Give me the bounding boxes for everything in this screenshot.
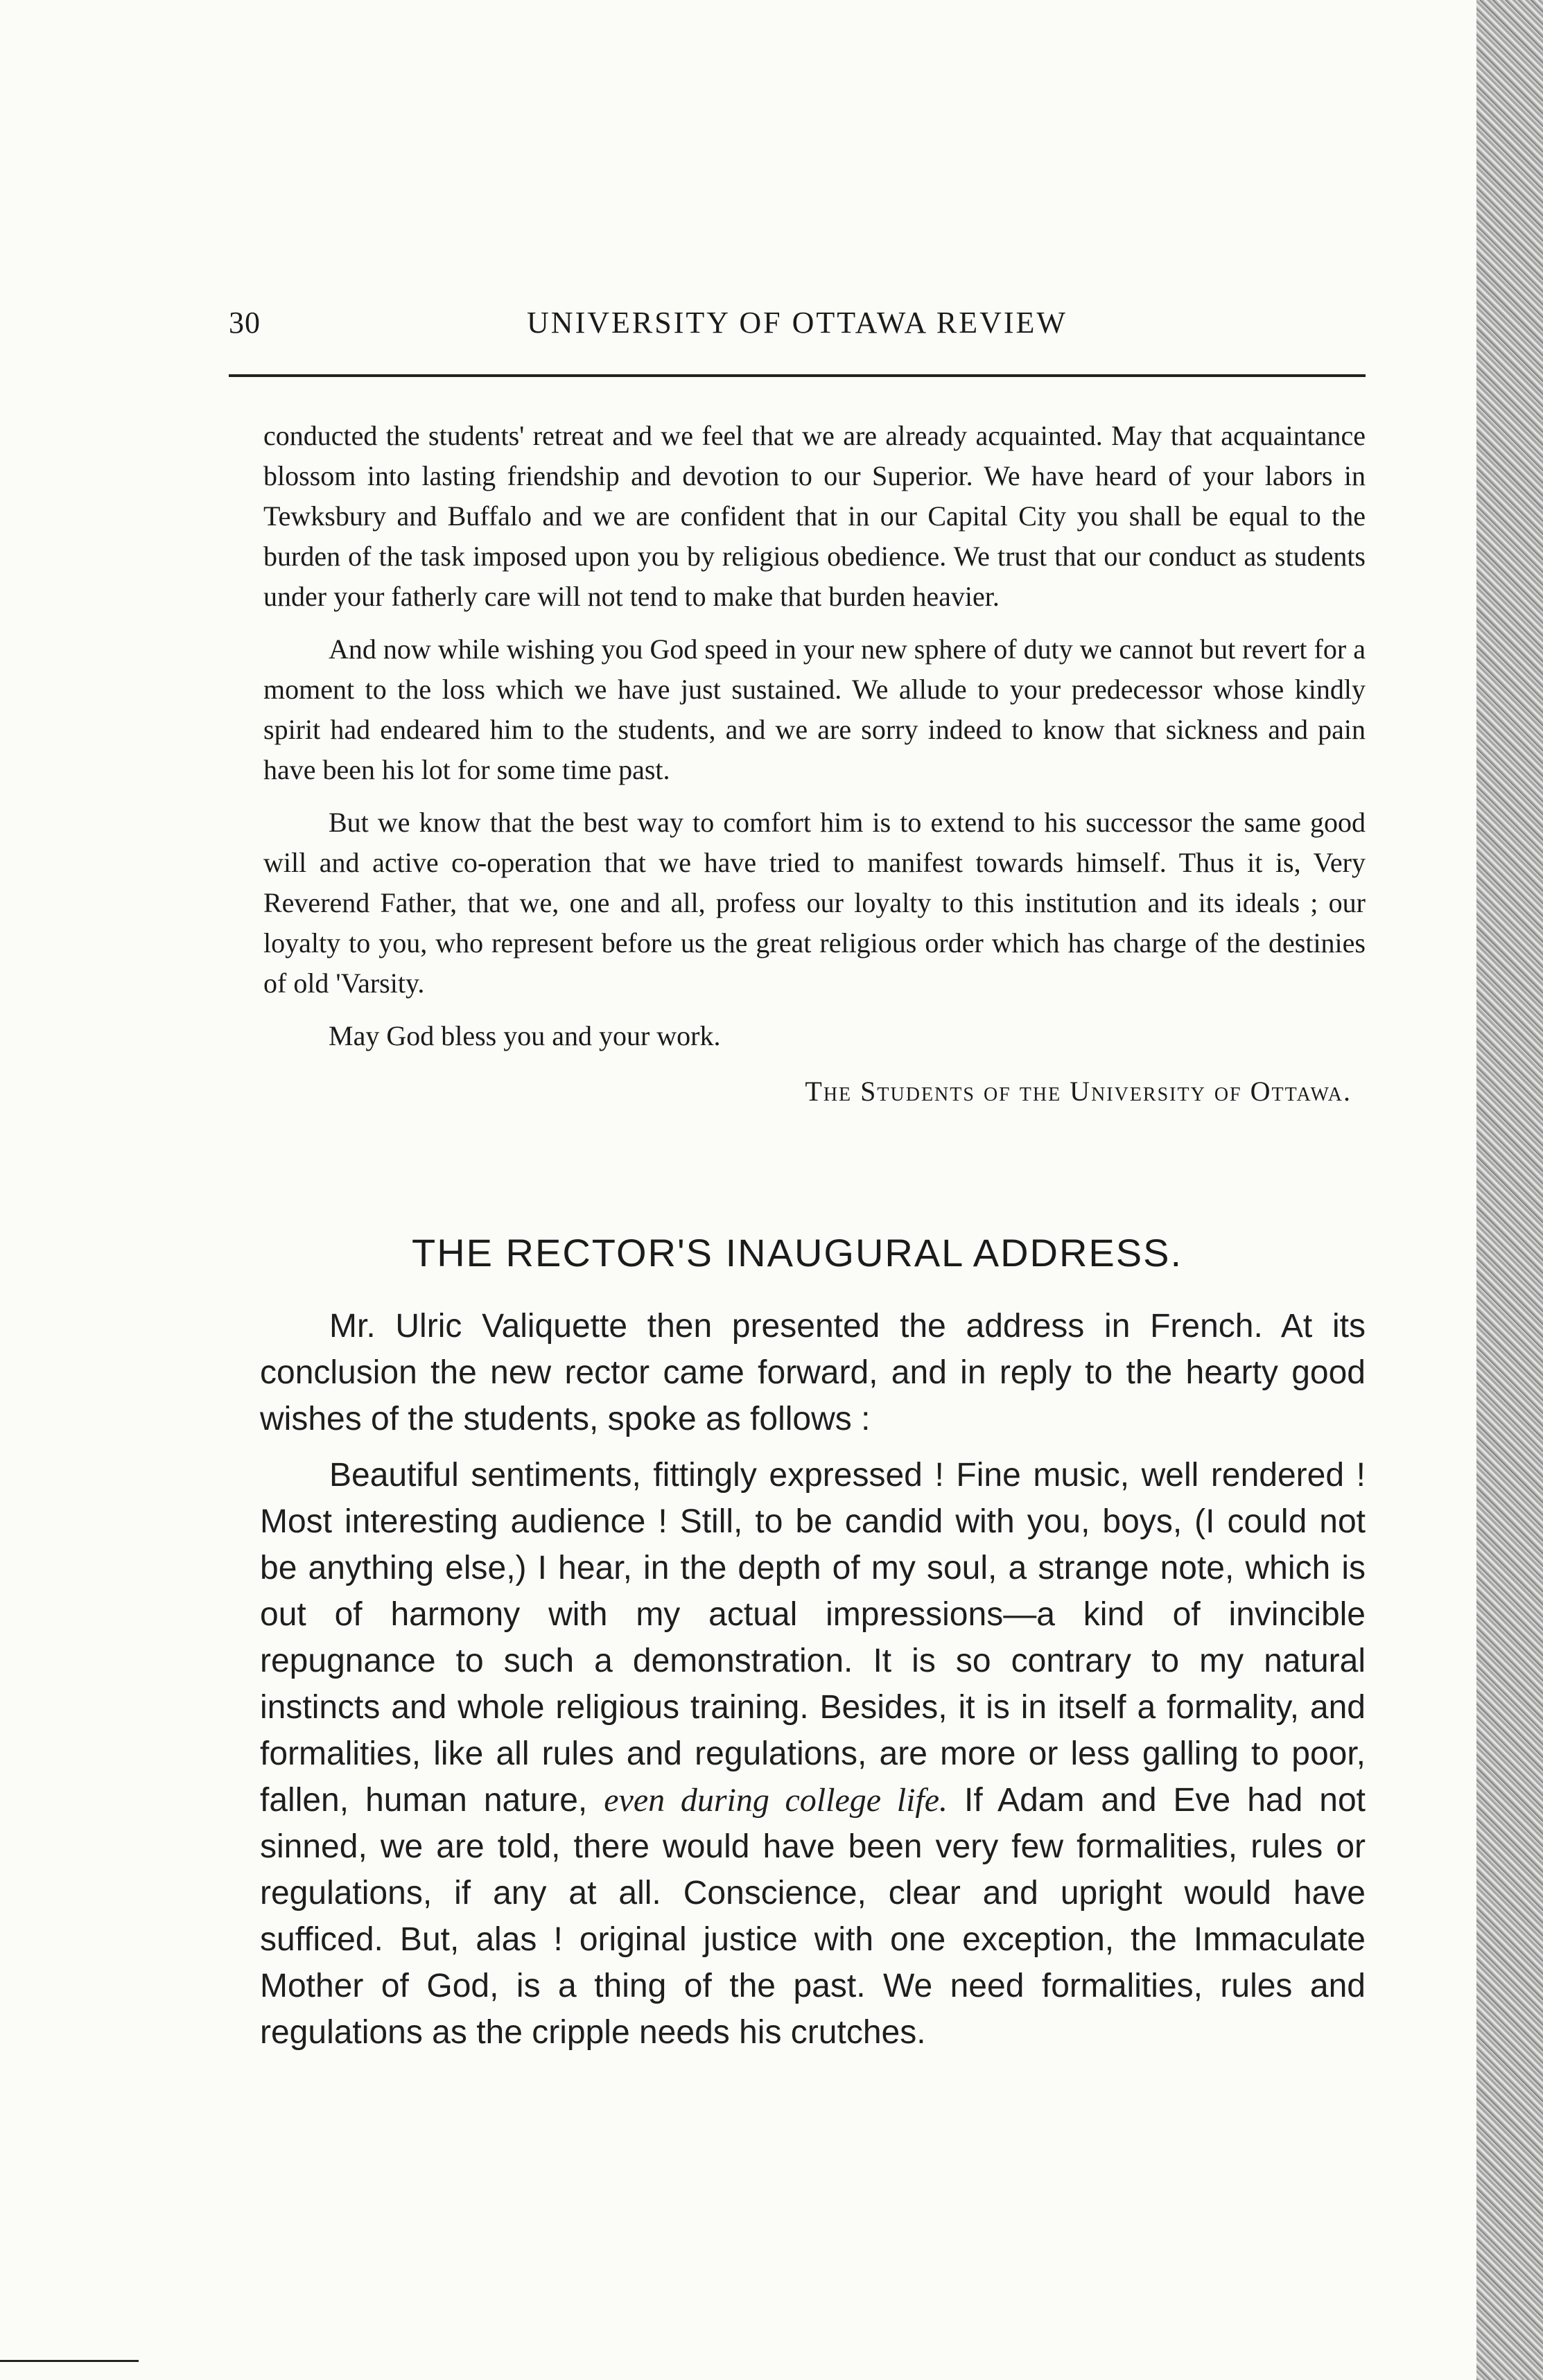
header-rule <box>229 374 1366 377</box>
students-letter <box>263 416 1366 1124</box>
letter-paragraph: May God bless you and your work. <box>329 1020 721 1051</box>
speech-italic-text: even during college life. <box>604 1782 948 1819</box>
rector-address <box>260 1303 1366 2065</box>
letter-paragraph: But we know that the best way to comfort him is to extend to his successor the same good will and active co-operation that we have tried to manifest towards himself. Thus it is, Very Reverend Father, that we, one and all, profess our loyalty to this institution and its ideals ; our loyalty to you, who represent before us the great religious order which has charge of the destinies of old 'Varsity. <box>263 807 1366 999</box>
speech-text-continued: If Adam and Eve had not sinned, we are told, there would have been very few formalities, rules or regulations, if any at all. Conscience, clear and upright would have sufficed. But, alas ! original justice with one exception, the Immaculate Mother of God, is a thing of the past. We need formalities, rules and regulations as the cripple needs his crutches. <box>260 1782 1366 2051</box>
address-intro: Mr. Ulric Valiquette then presented the address in French. At its conclusion the new rector came forward, and in reply to the hearty good wishes of the students, spoke as follows : <box>260 1308 1366 1437</box>
running-head: UNIVERSITY OF OTTAWA REVIEW <box>527 306 1067 340</box>
section-title: THE RECTOR'S INAUGURAL ADDRESS. <box>412 1231 1183 1275</box>
address-speech <box>260 1452 1366 2056</box>
letter-paragraph: conducted the students' retreat and we feel that we are already acquainted. May that acquaintance blossom into lasting friendship and devotion to our Superior. We have heard of your labors in Tewksbury and Buffalo and we are confident that in our Capital City you shall be equal to the burden of the task imposed upon you by religious obedience. We trust that our conduct as students under your fatherly care will not tend to make that burden heavier. <box>263 420 1366 612</box>
speech-text: Beautiful sentiments, fittingly expressed ! Fine music, well rendered ! Most interesting audience ! Still, to be candid with you, boys, (I could not be anything else,) I hear, in the depth of my soul, a strange note, which is out of harmony with my actual impressions—a kind of invincible repugnance to such a demonstration. It is so contrary to my natural instincts and whole religious training. Besides, it is in itself a formality, and formalities, like all rules and regulations, are more or less galling to poor, fallen, human nature, <box>260 1457 1366 1819</box>
page-header <box>229 305 1366 360</box>
binding-edge <box>1476 0 1543 2380</box>
footer-rule <box>0 2360 139 2362</box>
letter-signature: The Students of the University of Ottawa. <box>805 1076 1352 1107</box>
page-number: 30 <box>229 306 261 340</box>
letter-paragraph: And now while wishing you God speed in your new sphere of duty we cannot but revert for a moment to the loss which we have just sustained. We allude to your predecessor whose kindly spirit had endeared him to the students, and we are sorry indeed to know that sickness and pain have been his lot for some time past. <box>263 633 1366 785</box>
